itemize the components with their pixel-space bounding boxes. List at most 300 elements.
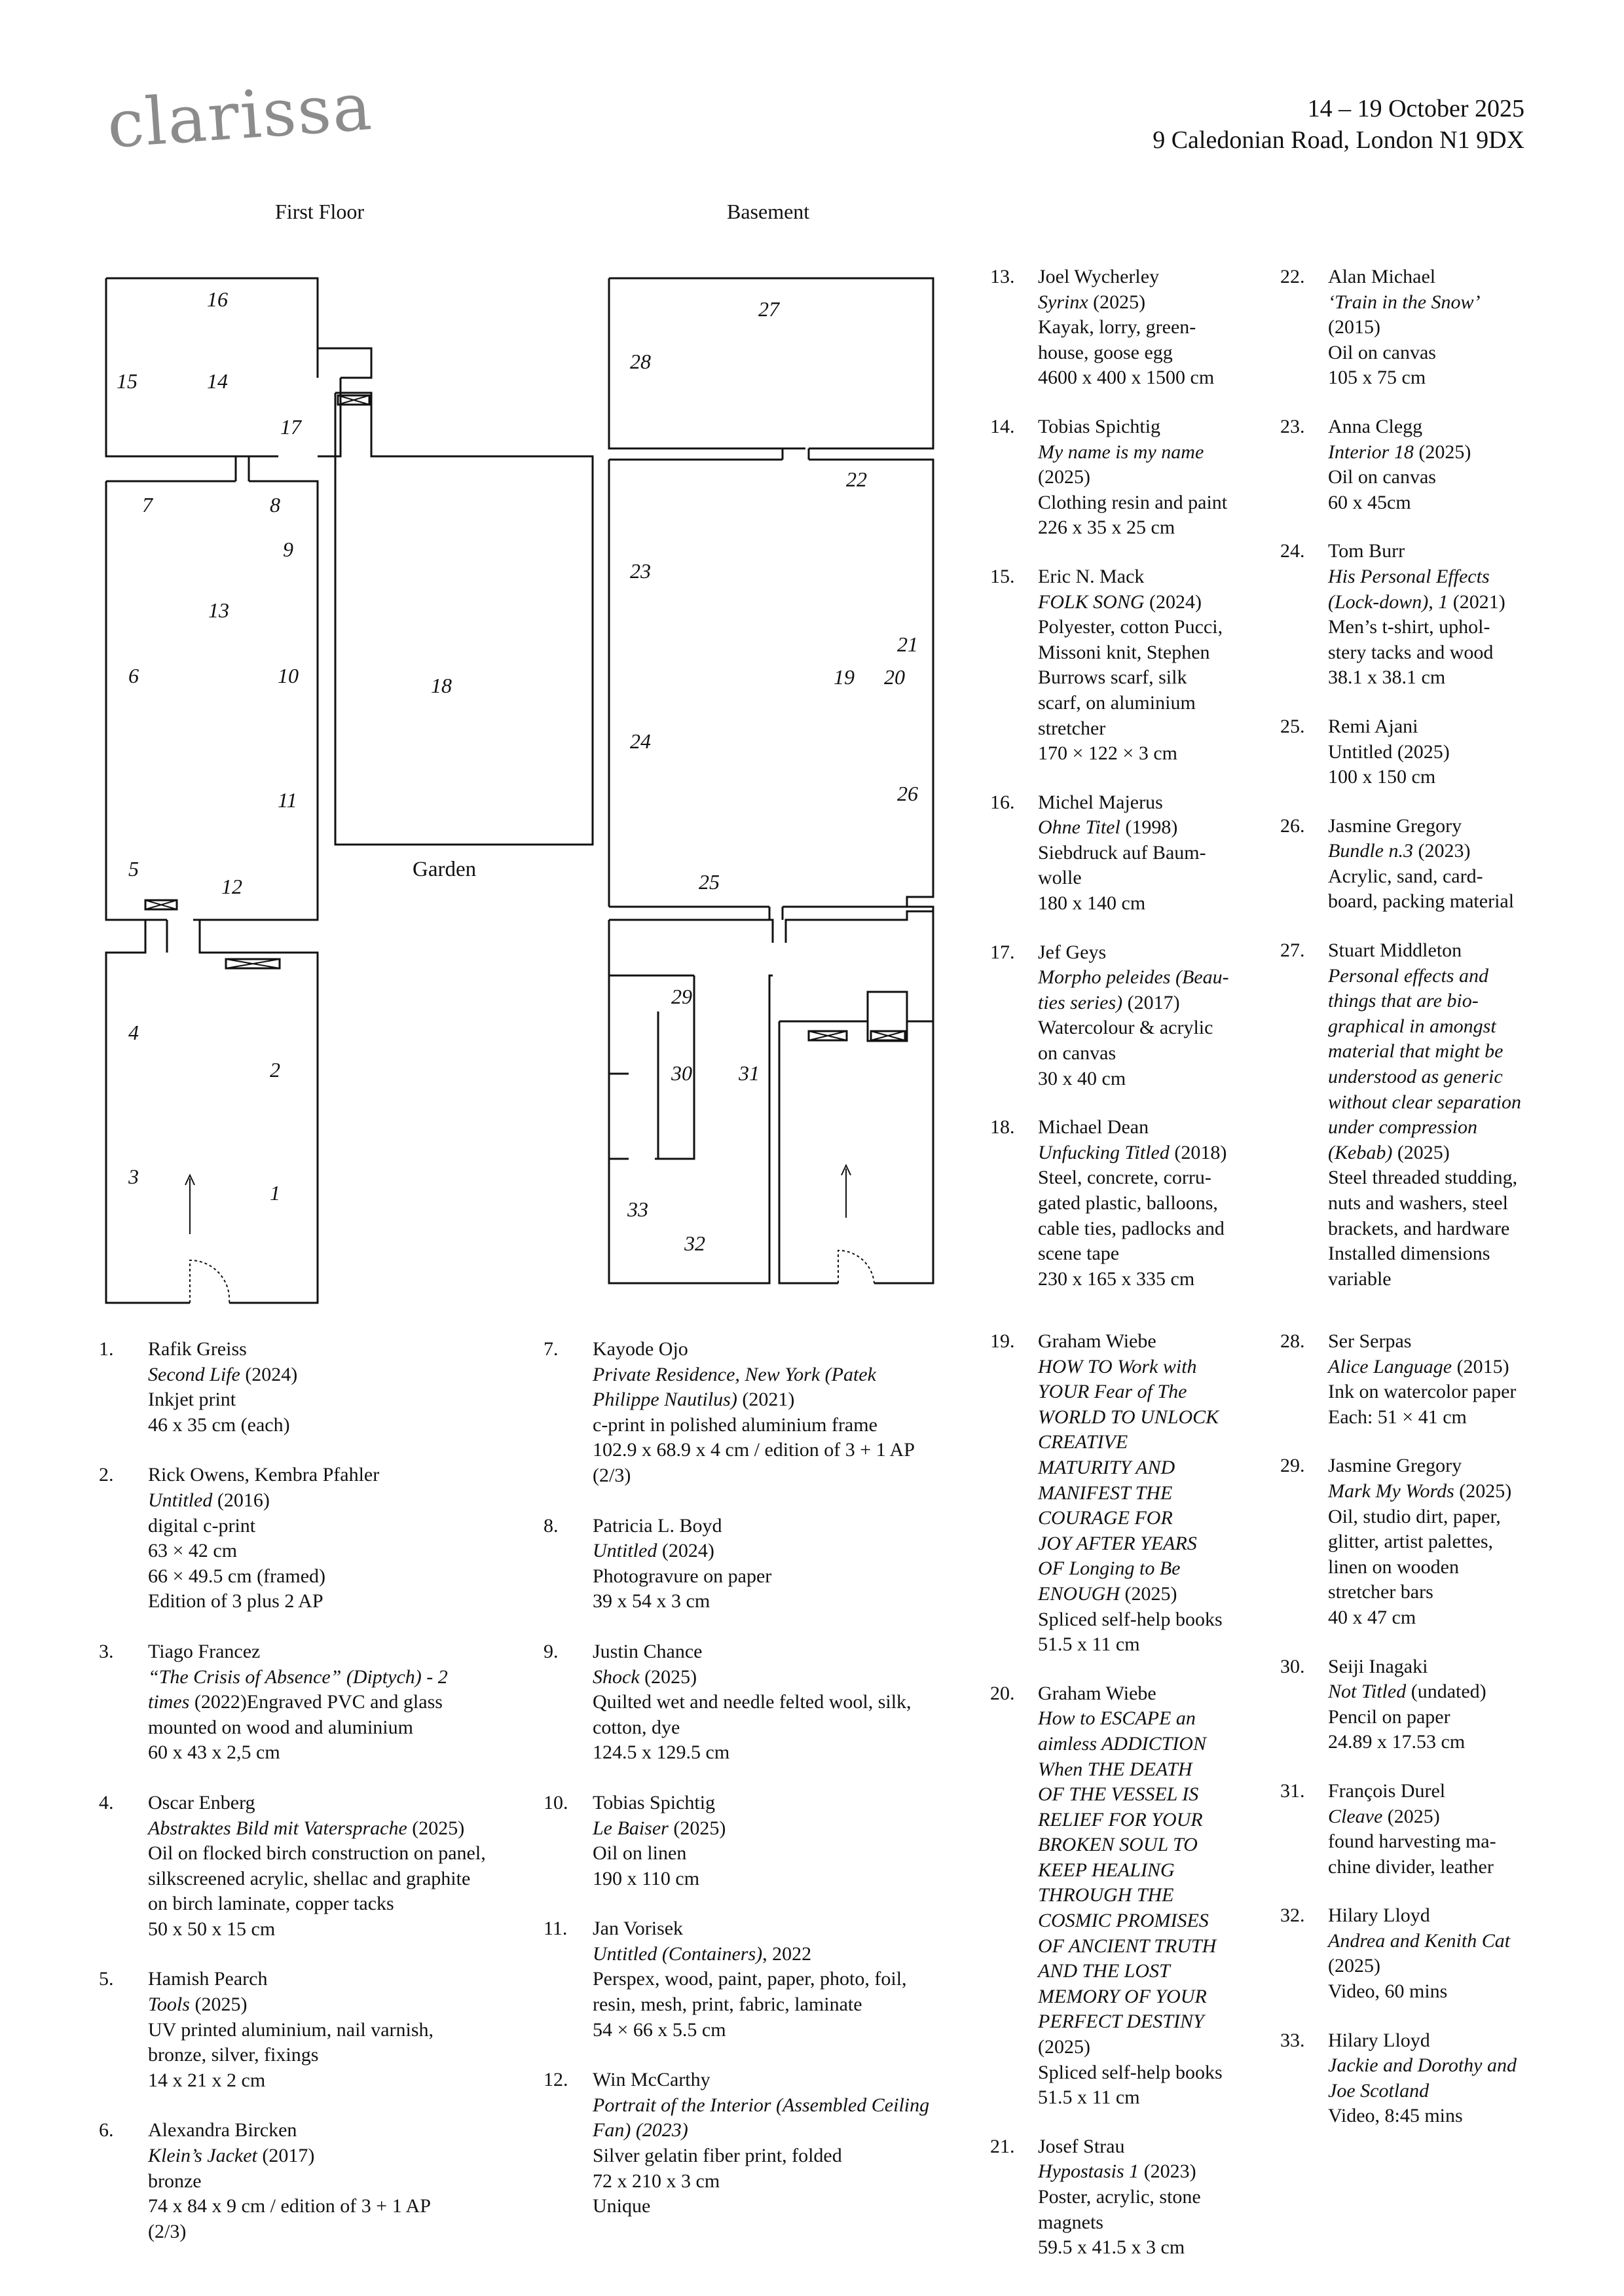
work-line bbox=[1328, 1039, 1521, 1065]
work-line bbox=[1328, 1140, 1521, 1166]
work-line bbox=[1038, 490, 1227, 516]
work-line bbox=[148, 1791, 486, 1816]
plan-number: 13 bbox=[208, 598, 229, 622]
work-year: (2025) bbox=[1088, 291, 1146, 313]
work-text: Edition of 3 plus 2 AP bbox=[148, 1590, 323, 1613]
work-text: house, goose egg bbox=[1038, 341, 1173, 363]
work-line bbox=[1328, 889, 1514, 915]
work-text: stretcher bars bbox=[1328, 1581, 1433, 1603]
work-entry bbox=[544, 1916, 976, 2043]
work-line bbox=[1328, 615, 1505, 640]
work-text: Ser Serpas bbox=[1328, 1330, 1412, 1352]
work-text: Graham Wiebe bbox=[1038, 1682, 1156, 1704]
work-year: (2025) bbox=[1120, 1582, 1177, 1605]
work-line bbox=[1038, 1267, 1227, 1292]
work-line bbox=[1038, 2060, 1223, 2086]
work-text: Silver gelatin fiber print, folded bbox=[593, 2145, 842, 2167]
work-line bbox=[148, 1665, 448, 1690]
work-line bbox=[1038, 1582, 1223, 1607]
work-line bbox=[1328, 765, 1450, 790]
work-entry bbox=[990, 564, 1265, 767]
work-title: under compression bbox=[1328, 1116, 1478, 1139]
work-line bbox=[148, 2143, 431, 2169]
work-line bbox=[1038, 465, 1227, 490]
work-entry bbox=[1280, 1903, 1595, 2004]
work-line bbox=[593, 1841, 726, 1867]
work-line bbox=[1328, 814, 1514, 839]
work-text: 226 x 35 x 25 cm bbox=[1038, 517, 1175, 539]
work-line bbox=[1038, 290, 1214, 316]
work-number: 28. bbox=[1280, 1330, 1305, 1352]
work-line bbox=[1038, 564, 1223, 590]
work-line bbox=[593, 1916, 907, 1942]
work-line bbox=[1038, 1681, 1223, 1707]
work-line bbox=[1328, 1379, 1516, 1405]
work-line bbox=[1328, 714, 1450, 740]
work-year: (2025) bbox=[407, 1817, 465, 1839]
work-text: Joel Wycherley bbox=[1038, 266, 1160, 287]
work-line bbox=[1328, 2053, 1517, 2079]
work-year: (undated) bbox=[1406, 1681, 1486, 1703]
work-year: (2017) bbox=[257, 2145, 315, 2167]
work-line bbox=[1328, 414, 1471, 440]
work-text: chine divider, leather bbox=[1328, 1855, 1494, 1878]
first-floor-label: First Floor bbox=[275, 200, 365, 223]
work-title: Portrait of the Interior (Assembled Ceiling bbox=[593, 2094, 930, 2116]
work-title: Cleave bbox=[1328, 1805, 1383, 1827]
work-line bbox=[1038, 866, 1206, 891]
work-line bbox=[1038, 440, 1227, 465]
work-line bbox=[593, 1665, 912, 1690]
work-text: brackets, and hardware bbox=[1328, 1217, 1510, 1239]
work-title: graphical in amongst bbox=[1328, 1015, 1496, 1037]
plan-number: 32 bbox=[684, 1231, 705, 1255]
work-line bbox=[1328, 1165, 1521, 1191]
work-line bbox=[1328, 1580, 1511, 1605]
work-title: His Personal Effects bbox=[1328, 565, 1490, 587]
work-line bbox=[1038, 1757, 1223, 1783]
work-line bbox=[593, 1589, 771, 1614]
work-line bbox=[593, 2093, 929, 2119]
work-title: Not Titled bbox=[1328, 1681, 1407, 1703]
work-line bbox=[1328, 864, 1514, 890]
work-line bbox=[1328, 1855, 1496, 1880]
work-text: 230 x 165 x 335 cm bbox=[1038, 1267, 1195, 1290]
work-text: Perspex, wood, paint, paper, photo, foil, bbox=[593, 1968, 907, 1990]
work-line bbox=[148, 1816, 486, 1842]
work-line bbox=[1328, 1504, 1511, 1530]
work-line bbox=[593, 1967, 907, 1992]
work-line bbox=[1038, 1329, 1223, 1355]
work-number: 24. bbox=[1280, 540, 1305, 562]
work-title: Abstraktes Bild mit Vatersprache bbox=[148, 1817, 407, 1839]
work-text: Oscar Enberg bbox=[148, 1791, 255, 1813]
work-number: 15. bbox=[990, 565, 1015, 587]
work-text: 60 x 43 x 2,5 cm bbox=[148, 1741, 280, 1764]
work-line bbox=[1328, 1216, 1521, 1242]
work-line bbox=[1038, 640, 1223, 666]
work-line bbox=[1038, 815, 1206, 841]
work-year: (2025) bbox=[668, 1817, 726, 1839]
work-line bbox=[1038, 1216, 1227, 1242]
work-line bbox=[1328, 465, 1471, 490]
work-title: Klein’s Jacket bbox=[148, 2145, 257, 2167]
plan-number: 12 bbox=[221, 875, 242, 898]
work-year: , 2022 bbox=[762, 1942, 812, 1965]
work-text: Missoni knit, Stephen bbox=[1038, 641, 1210, 663]
work-line bbox=[1328, 740, 1450, 765]
work-text: Michel Majerus bbox=[1038, 791, 1163, 813]
work-text: Unique bbox=[593, 2195, 651, 2217]
work-text: 39 x 54 x 3 cm bbox=[593, 1590, 710, 1613]
work-line bbox=[1038, 1883, 1223, 1908]
work-title: Syrinx bbox=[1038, 291, 1088, 313]
work-line bbox=[148, 1387, 297, 1413]
work-title: aimless ADDICTION bbox=[1038, 1732, 1206, 1755]
work-entry bbox=[990, 1115, 1265, 1292]
work-text: found harvesting ma- bbox=[1328, 1831, 1496, 1853]
work-number: 29. bbox=[1280, 1455, 1305, 1477]
work-text: 30 x 40 cm bbox=[1038, 1067, 1126, 1089]
work-line bbox=[1038, 1706, 1223, 1732]
work-text: linen on wooden bbox=[1328, 1556, 1459, 1578]
work-title: How to ESCAPE an bbox=[1038, 1707, 1196, 1730]
work-line bbox=[593, 1514, 771, 1539]
work-line bbox=[593, 1337, 915, 1362]
work-line bbox=[1328, 1479, 1511, 1504]
work-entry bbox=[990, 1681, 1265, 2111]
work-line bbox=[1328, 315, 1481, 340]
work-line bbox=[1038, 2009, 1223, 2035]
work-line bbox=[1328, 1954, 1510, 1979]
work-text: Rick Owens, Kembra Pfahler bbox=[148, 1464, 380, 1486]
work-year: (2022)Engraved PVC and glass bbox=[189, 1691, 443, 1713]
work-text: Jasmine Gregory bbox=[1328, 814, 1462, 837]
work-text: cable ties, padlocks and bbox=[1038, 1217, 1225, 1239]
work-line bbox=[593, 1438, 915, 1463]
work-title: Jackie and Dorothy and bbox=[1328, 2054, 1517, 2077]
work-line bbox=[1328, 1654, 1486, 1680]
work-line bbox=[148, 1362, 297, 1388]
work-text: Spliced self-help books bbox=[1038, 1608, 1223, 1630]
work-line bbox=[593, 1564, 771, 1590]
plan-number: 10 bbox=[278, 664, 299, 687]
work-text: Spliced self-help books bbox=[1038, 2061, 1223, 2083]
work-number: 3. bbox=[99, 1640, 114, 1662]
work-entry bbox=[544, 1514, 976, 1614]
work-line bbox=[593, 1639, 912, 1665]
work-line bbox=[593, 1690, 912, 1715]
work-year: (2025) bbox=[189, 1994, 248, 2016]
work-line bbox=[593, 2118, 929, 2143]
work-line bbox=[1328, 1705, 1486, 1730]
work-line bbox=[1328, 564, 1505, 590]
plan-number: 28 bbox=[630, 350, 651, 373]
work-title: When THE DEATH bbox=[1038, 1758, 1192, 1780]
work-entry bbox=[990, 264, 1265, 391]
work-line bbox=[1328, 290, 1481, 316]
work-line bbox=[1038, 1015, 1229, 1041]
work-text: Each: 51 × 41 cm bbox=[1328, 1406, 1467, 1428]
plan-number: 5 bbox=[128, 857, 139, 881]
work-text: Inkjet print bbox=[148, 1389, 236, 1411]
work-line bbox=[1038, 691, 1223, 716]
work-line bbox=[1038, 340, 1214, 366]
work-title: KEEP HEALING bbox=[1038, 1859, 1175, 1881]
work-line bbox=[1038, 1607, 1223, 1633]
work-text: Clothing resin and paint bbox=[1038, 491, 1228, 513]
work-entry bbox=[1280, 1779, 1595, 1880]
work-text: (2/3) bbox=[593, 1464, 631, 1486]
work-year: (2015) bbox=[1452, 1355, 1509, 1377]
work-line bbox=[1328, 1241, 1521, 1267]
gallery-address: 9 Caledonian Road, London N1 9DX bbox=[1153, 126, 1524, 154]
work-title: PERFECT DESTINY bbox=[1038, 2011, 1204, 2033]
plan-number: 6 bbox=[128, 664, 139, 687]
work-line bbox=[1328, 1903, 1510, 1929]
work-line bbox=[593, 1413, 915, 1438]
plan-number: 4 bbox=[128, 1021, 139, 1044]
work-year: (2017) bbox=[1122, 991, 1180, 1013]
work-line bbox=[148, 2118, 431, 2143]
work-line bbox=[1038, 2235, 1201, 2261]
work-text: Justin Chance bbox=[593, 1640, 703, 1662]
work-text: Rafik Greiss bbox=[148, 1338, 247, 1360]
work-number: 33. bbox=[1280, 2029, 1305, 2051]
first-floor-plan bbox=[106, 278, 593, 1303]
work-line bbox=[148, 1715, 448, 1741]
work-text: Jef Geys bbox=[1038, 941, 1107, 963]
work-line bbox=[1038, 1379, 1223, 1405]
work-title: MATURITY AND bbox=[1038, 1456, 1175, 1478]
work-year: (1998) bbox=[1120, 816, 1178, 839]
work-number: 22. bbox=[1280, 266, 1305, 287]
work-text: Watercolour & acrylic bbox=[1038, 1017, 1213, 1039]
work-line bbox=[1328, 1730, 1486, 1755]
work-text: stretcher bbox=[1038, 717, 1106, 739]
work-line bbox=[1038, 2035, 1223, 2060]
basement-plan bbox=[609, 278, 933, 1283]
work-line bbox=[148, 1891, 486, 1917]
work-text: 100 x 150 cm bbox=[1328, 766, 1436, 788]
work-title: Joe Scotland bbox=[1328, 2079, 1430, 2102]
work-line bbox=[593, 2169, 929, 2195]
work-line bbox=[1038, 940, 1229, 966]
plan-number: 2 bbox=[270, 1058, 280, 1082]
work-line bbox=[1328, 1355, 1516, 1380]
work-text: Acrylic, sand, card- bbox=[1328, 865, 1483, 887]
plan-number: 27 bbox=[758, 297, 779, 321]
plan-number: 20 bbox=[884, 665, 905, 689]
work-line bbox=[593, 2068, 929, 2093]
work-line bbox=[1328, 1267, 1521, 1292]
work-line bbox=[148, 2068, 434, 2094]
work-line bbox=[1038, 1984, 1223, 2010]
gallery-logo: clarissa bbox=[104, 67, 375, 163]
work-line bbox=[148, 2219, 431, 2245]
work-text: Remi Ajani bbox=[1328, 715, 1418, 737]
work-title: Shock bbox=[593, 1666, 640, 1688]
work-text: 190 x 110 cm bbox=[593, 1867, 700, 1889]
work-text: on birch laminate, copper tacks bbox=[148, 1893, 394, 1915]
work-title: YOUR Fear of The bbox=[1038, 1381, 1187, 1403]
work-line bbox=[1328, 665, 1505, 691]
work-text: Seiji Inagaki bbox=[1328, 1655, 1428, 1677]
work-line bbox=[593, 1942, 907, 1967]
work-line bbox=[1328, 1529, 1511, 1555]
work-entry bbox=[990, 1329, 1265, 1658]
work-number: 25. bbox=[1280, 715, 1305, 737]
work-number: 31. bbox=[1280, 1779, 1305, 1802]
work-text: 74 x 84 x 9 cm / edition of 3 + 1 AP bbox=[148, 2195, 431, 2217]
work-text: 102.9 x 68.9 x 4 cm / edition of 3 + 1 AP bbox=[593, 1439, 915, 1461]
plan-number: 1 bbox=[270, 1181, 280, 1205]
basement-label: Basement bbox=[727, 200, 810, 223]
work-text: Hamish Pearch bbox=[148, 1968, 268, 1990]
work-entry bbox=[544, 1791, 976, 1891]
work-text: (2025) bbox=[1328, 1955, 1380, 1977]
work-text: 60 x 45cm bbox=[1328, 491, 1411, 513]
work-line bbox=[148, 2018, 434, 2043]
work-line bbox=[1038, 1241, 1227, 1267]
work-line bbox=[148, 1740, 448, 1766]
works-list-column-3-lower bbox=[990, 1329, 1265, 2284]
work-title: MEMORY OF YOUR bbox=[1038, 1985, 1207, 2007]
plan-number: 26 bbox=[897, 782, 918, 805]
work-line bbox=[1038, 2085, 1223, 2111]
work-line bbox=[1038, 991, 1229, 1016]
work-line bbox=[148, 1639, 448, 1665]
work-entry bbox=[544, 1337, 976, 1489]
work-number: 27. bbox=[1280, 939, 1305, 962]
work-text: Steel, concrete, corru- bbox=[1038, 1167, 1211, 1189]
work-title: Untitled bbox=[148, 1489, 213, 1511]
work-title: JOY AFTER YEARS bbox=[1038, 1532, 1197, 1554]
work-line bbox=[593, 1791, 726, 1816]
work-text: digital c-print bbox=[148, 1514, 256, 1537]
work-text: Win McCarthy bbox=[593, 2069, 710, 2091]
plan-numbers bbox=[117, 287, 918, 1255]
plan-number: 8 bbox=[270, 493, 280, 517]
work-year: (2021) bbox=[737, 1389, 795, 1411]
work-year: (2024) bbox=[657, 1540, 714, 1562]
work-number: 30. bbox=[1280, 1655, 1305, 1677]
work-line bbox=[1038, 2210, 1201, 2236]
work-line bbox=[1038, 891, 1206, 917]
work-title: FOLK SONG bbox=[1038, 591, 1145, 613]
works-list-column-3 bbox=[990, 264, 1265, 1315]
work-text: (2/3) bbox=[148, 2220, 187, 2242]
work-text: 59.5 x 41.5 x 3 cm bbox=[1038, 2236, 1185, 2259]
work-text: Poster, acrylic, stone bbox=[1038, 2186, 1201, 2208]
work-text: Oil on flocked birch construction on panel, bbox=[148, 1842, 486, 1865]
work-number: 10. bbox=[544, 1791, 568, 1813]
work-line bbox=[1038, 1481, 1223, 1506]
work-entry bbox=[99, 2118, 518, 2244]
work-number: 6. bbox=[99, 2119, 114, 2141]
work-text: Tiago Francez bbox=[148, 1640, 261, 1662]
work-text: Alan Michael bbox=[1328, 266, 1436, 287]
work-text: Josef Strau bbox=[1038, 2135, 1125, 2157]
work-number: 1. bbox=[99, 1338, 114, 1360]
work-line bbox=[148, 1967, 434, 1992]
plan-number: 31 bbox=[739, 1061, 760, 1085]
work-line bbox=[1038, 2159, 1201, 2185]
work-number: 14. bbox=[990, 415, 1015, 437]
work-line bbox=[1038, 741, 1223, 767]
work-entry bbox=[544, 2068, 976, 2219]
work-line bbox=[148, 1488, 379, 1514]
work-entry bbox=[1280, 714, 1595, 790]
work-title: COURAGE FOR bbox=[1038, 1507, 1173, 1529]
work-line bbox=[593, 1992, 907, 2018]
work-text: Oil on canvas bbox=[1328, 341, 1436, 363]
work-text: 63 × 42 cm bbox=[148, 1540, 238, 1562]
work-title: ‘Train in the Snow’ bbox=[1328, 291, 1481, 313]
work-line bbox=[148, 1337, 297, 1362]
work-line bbox=[148, 1841, 486, 1867]
work-year: (2016) bbox=[212, 1489, 270, 1511]
work-number: 20. bbox=[990, 1682, 1015, 1704]
work-title: Untitled bbox=[593, 1540, 657, 1562]
work-text: mounted on wood and aluminium bbox=[148, 1716, 413, 1738]
garden-label: Garden bbox=[413, 858, 477, 881]
work-line bbox=[1038, 1832, 1223, 1858]
work-year: (2025) bbox=[1382, 1805, 1440, 1827]
work-text: magnets bbox=[1038, 2211, 1103, 2233]
work-line bbox=[148, 2169, 431, 2195]
work-number: 17. bbox=[990, 941, 1015, 963]
work-entry bbox=[1280, 414, 1595, 515]
work-line bbox=[593, 1715, 912, 1741]
work-line bbox=[1038, 2185, 1201, 2210]
work-text: Polyester, cotton Pucci, bbox=[1038, 616, 1223, 638]
work-number: 16. bbox=[990, 791, 1015, 813]
work-title: COSMIC PROMISES bbox=[1038, 1910, 1209, 1932]
work-text: 14 x 21 x 2 cm bbox=[148, 2069, 266, 2091]
work-line bbox=[148, 2194, 431, 2219]
work-line bbox=[1038, 841, 1206, 866]
work-line bbox=[148, 1539, 379, 1564]
work-year: (2018) bbox=[1169, 1141, 1227, 1163]
work-line bbox=[1328, 1405, 1516, 1430]
work-text: 46 x 35 cm (each) bbox=[148, 1413, 290, 1436]
work-entry bbox=[1280, 938, 1595, 1292]
work-line bbox=[1328, 440, 1471, 465]
work-text: François Durel bbox=[1328, 1779, 1446, 1802]
work-text: Patricia L. Boyd bbox=[593, 1514, 722, 1537]
work-line bbox=[1038, 1934, 1223, 1959]
work-text: 170 × 122 × 3 cm bbox=[1038, 742, 1177, 765]
work-line bbox=[1038, 790, 1206, 816]
work-text: on canvas bbox=[1038, 1042, 1116, 1065]
plan-number: 11 bbox=[278, 788, 297, 812]
plan-number: 21 bbox=[897, 632, 918, 656]
work-line bbox=[1038, 264, 1214, 290]
work-number: 7. bbox=[544, 1338, 559, 1360]
work-line bbox=[1038, 1455, 1223, 1481]
work-line bbox=[1038, 965, 1229, 991]
work-title: Morpho peleides (Beau- bbox=[1038, 966, 1229, 989]
work-text: (2015) bbox=[1328, 316, 1380, 338]
work-line bbox=[1328, 1779, 1496, 1804]
work-line bbox=[1038, 1959, 1223, 1984]
work-entry bbox=[990, 2134, 1265, 2261]
work-number: 9. bbox=[544, 1640, 559, 1662]
work-title: material that might be bbox=[1328, 1040, 1504, 1063]
work-title: OF ANCIENT TRUTH bbox=[1038, 1935, 1217, 1957]
work-text: nuts and washers, steel bbox=[1328, 1192, 1508, 1214]
